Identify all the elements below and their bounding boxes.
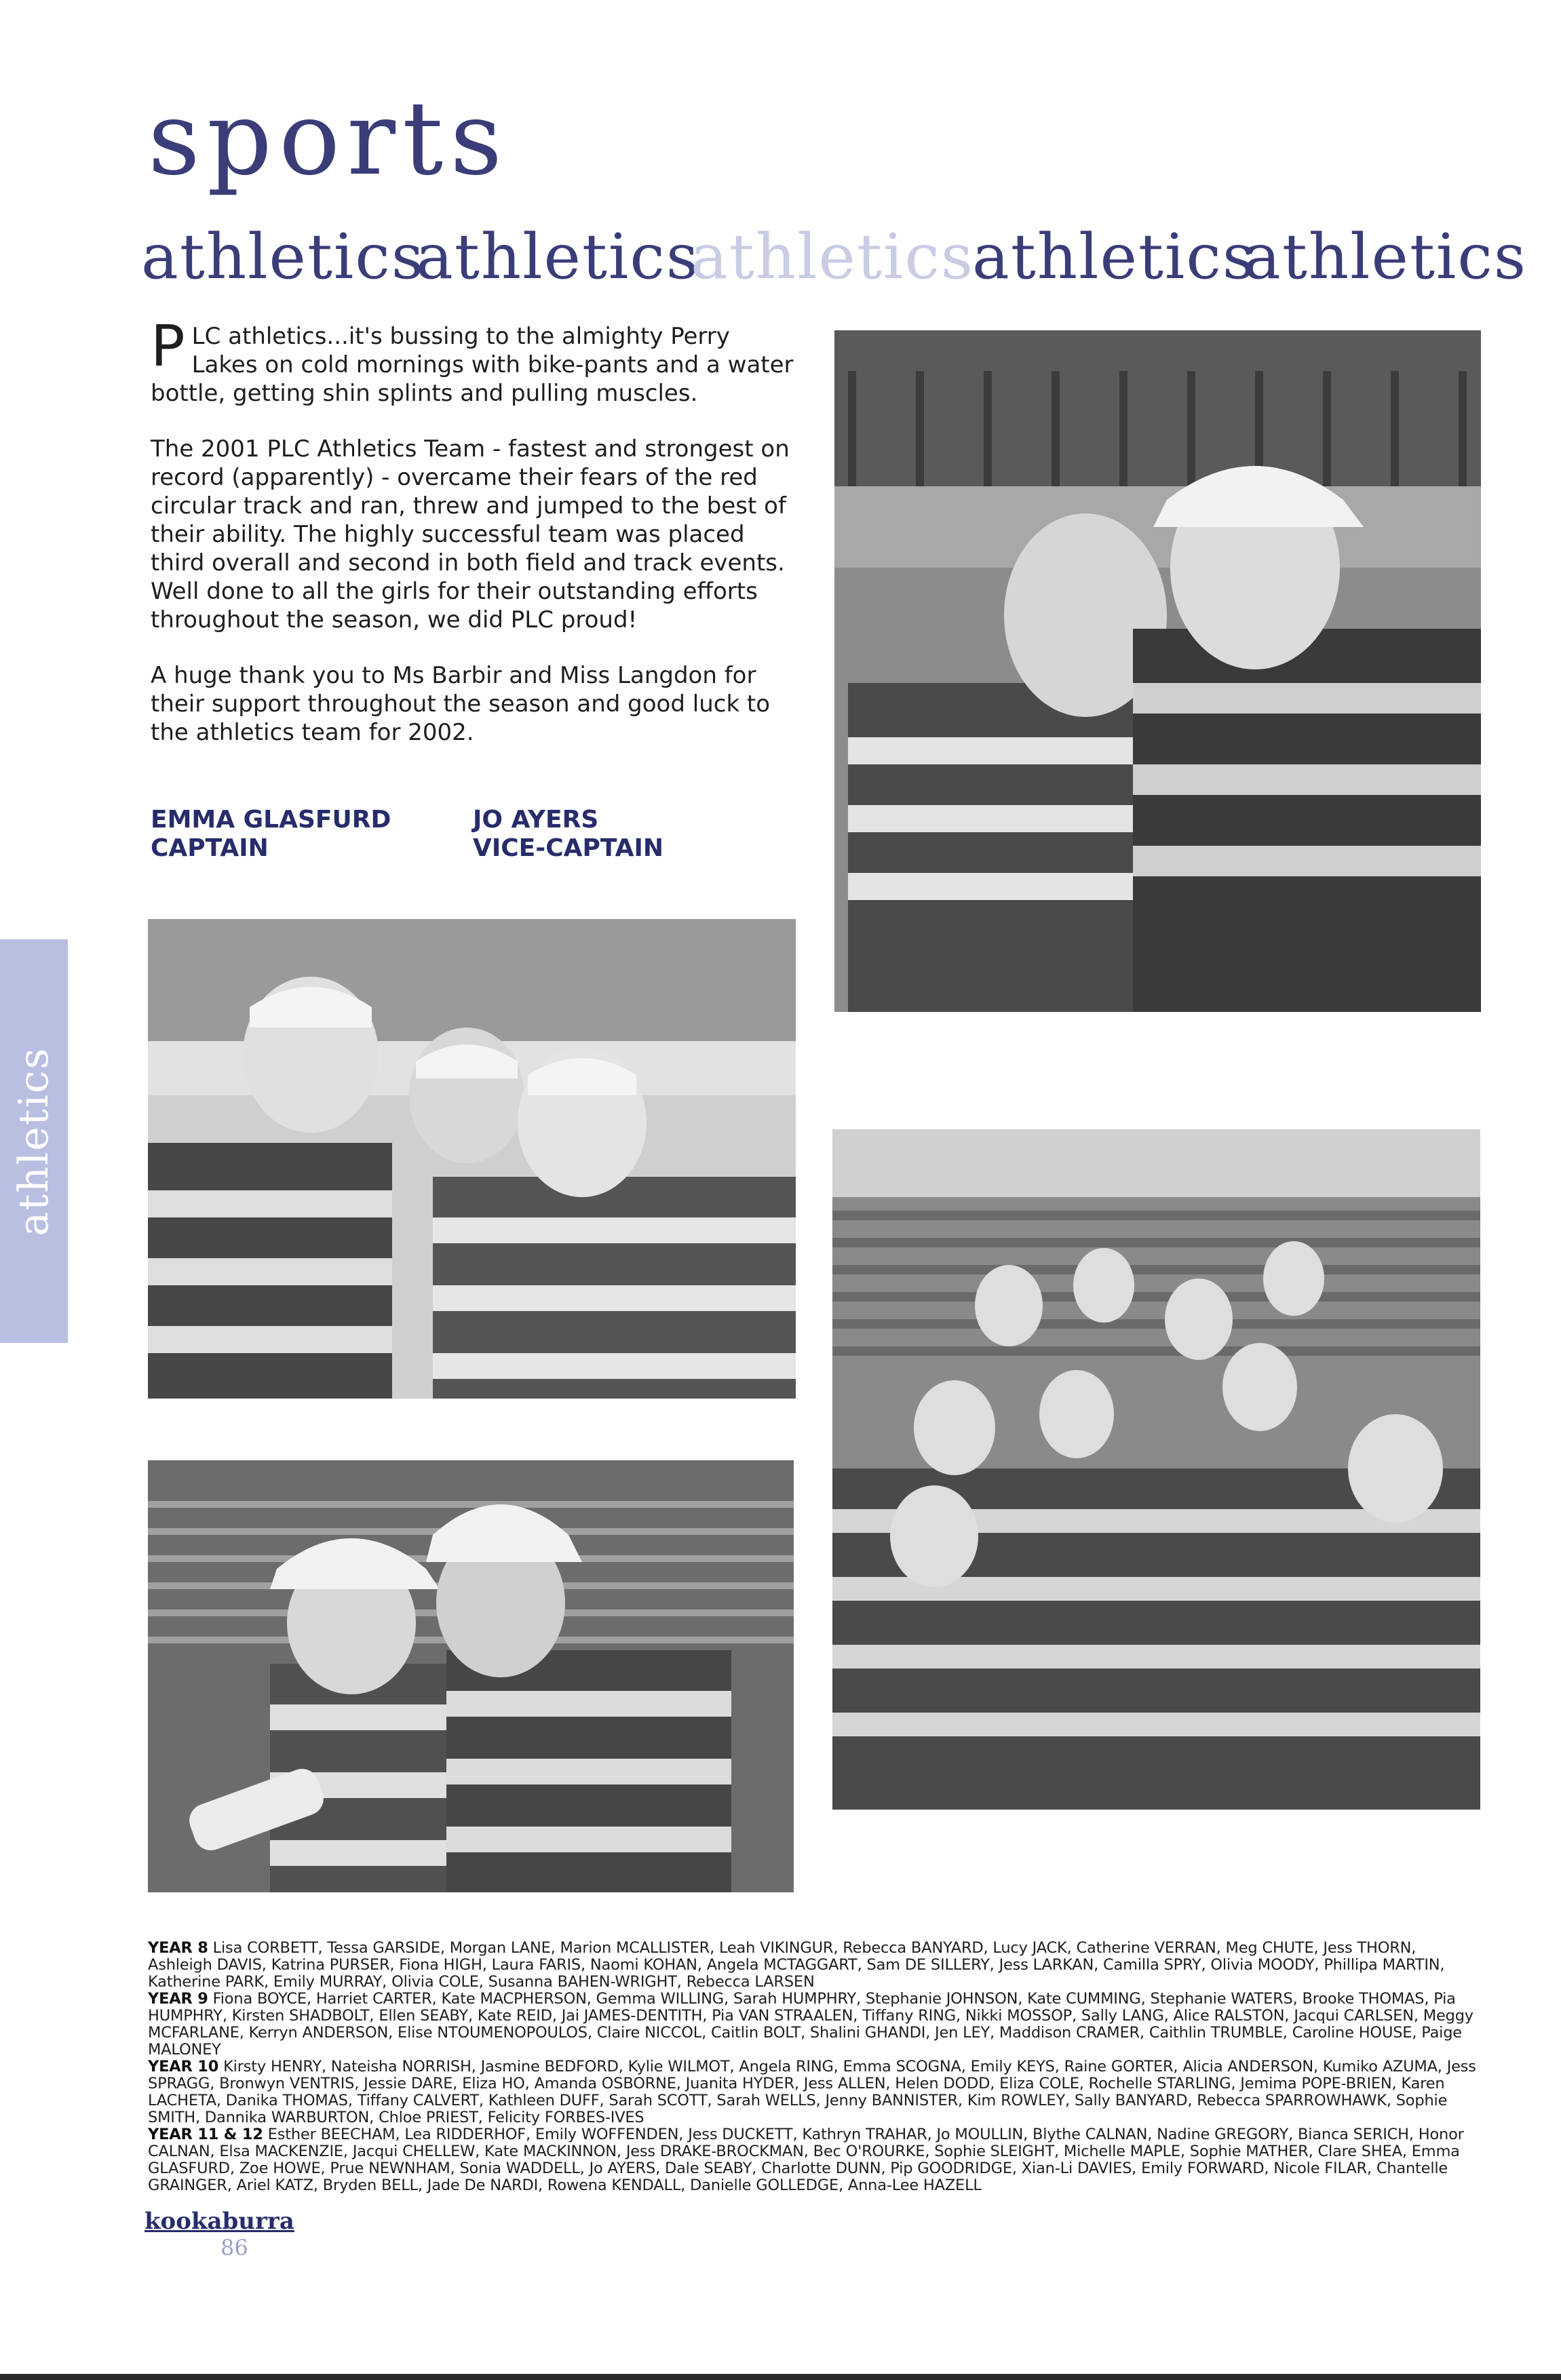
bottom-edge-rule <box>0 2374 1561 2380</box>
page-title: sports <box>148 80 509 198</box>
intro-text <box>151 313 802 774</box>
athletics-banner <box>141 220 1528 309</box>
team-member-list <box>148 1940 1481 2194</box>
year-10-names: YEAR 10 Kirsty HENRY, Nateisha NORRISH, Jasmine BEDFORD, Kylie WILMOT, Angela RING, Emma SCOGNA, Emily KEYS, Raine GORTER, Alicia ANDERSON, Kumiko AZUMA, Jess SPRAGG, Bronwyn VENTRIS, Jessie DARE, Eliza HO, Amanda OSBORNE, Juanita HYDER, Jess ALLEN, Helen DODD, Eliza COLE, Rochelle STARLING, Jemima POPE-BRIEN, Karen LACHETA, Danika THOMAS, Tiffany CALVERT, Kathleen DUFF, Sarah SCOTT, Sarah WELLS, Jenny BANNISTER, Kim ROWLEY, Sally BANYARD, Rebecca SPARROWHAWK, Sophie SMITH, Dannika WARBURTON, Chloe PRIEST, Felicity FORBES-IVES <box>148 2058 1476 2126</box>
year-9-label: YEAR 9 <box>148 1990 208 2008</box>
banner-word-3-faded: athletics <box>691 220 975 293</box>
publication-brand: kookaburra <box>144 2208 294 2235</box>
intro-paragraph-2: The 2001 PLC Athletics Team - fastest and strongest on record (apparently) - overcame their fears of the red circular track and ran, threw and jumped to the best of their ability. The highly successful team was placed third overall and second in both field and track events. Well done to all the girls for their outstanding efforts throughout the season, we did PLC proud! <box>151 435 790 633</box>
section-side-tab <box>0 939 68 1343</box>
captain-role: CAPTAIN <box>151 834 269 862</box>
photo-team-in-grandstand <box>832 1129 1480 1810</box>
drop-cap: P <box>151 313 185 379</box>
intro-paragraph-3: A huge thank you to Ms Barbir and Miss Langdon for their support throughout the season and good luck to the athletics team for 2002. <box>151 662 771 746</box>
captain-name: EMMA GLASFURD <box>151 806 391 834</box>
captain-block <box>151 806 391 863</box>
banner-word-5: athletics <box>1244 220 1528 293</box>
year-10-label: YEAR 10 <box>148 2058 219 2075</box>
year-8-label: YEAR 8 <box>148 1939 208 1957</box>
vice-captain-role: VICE-CAPTAIN <box>473 834 664 862</box>
photo-three-girls-in-caps <box>148 919 796 1399</box>
year-11-12-label: YEAR 11 & 12 <box>148 2126 263 2143</box>
banner-word-4: athletics <box>972 220 1256 293</box>
year-8-names: YEAR 8 Lisa CORBETT, Tessa GARSIDE, Morgan LANE, Marion MCALLISTER, Leah VIKINGUR, Rebecca BANYARD, Lucy JACK, Catherine VERRAN, Meg CHUTE, Jess THORN, Ashleigh DAVIS, Katrina PURSER, Fiona HIGH, Laura FARIS, Naomi KOHAN, Angela MCTAGGART, Sam DE SILLERY, Jess LARKAN, Camilla SPRY, Olivia MOODY, Phillipa MARTIN, Katherine PARK, Emily MURRAY, Olivia COLE, Susanna BAHEN-WRIGHT, Rebecca LARSEN <box>148 1939 1445 1991</box>
banner-word-2: athletics <box>416 220 700 293</box>
photo-two-girls-smiling <box>834 330 1481 1012</box>
intro-paragraph-1: PLC athletics...it's bussing to the almighty Perry Lakes on cold mornings with bike-pants and a water bottle, getting shin splints and pulling muscles. <box>151 313 794 407</box>
vice-captain-block <box>473 806 663 863</box>
banner-word-1: athletics <box>141 220 425 293</box>
year-9-names: YEAR 9 Fiona BOYCE, Harriet CARTER, Kate MACPHERSON, Gemma WILLING, Sarah HUMPHRY, Stephanie JOHNSON, Kate CUMMING, Stephanie WATERS, Brooke THOMAS, Pia HUMPHRY, Kirsten SHADBOLT, Ellen SEABY, Kate REID, Jai JAMES-DENTITH, Pia VAN STRAALEN, Tiffany RING, Nikki MOSSOP, Sally LANG, Alice RALSTON, Jacqui CARLSEN, Meggy MCFARLANE, Kerryn ANDERSON, Elise NTOUMENOPOULOS, Claire NICCOL, Caitlin BOLT, Shalini GHANDI, Jen LEY, Maddison CRAMER, Caithlin TRUMBLE, Caroline HOUSE, Paige MALONEY <box>148 1990 1473 2059</box>
side-tab-label: athletics <box>10 1047 58 1236</box>
photo-two-girls-with-bottle <box>148 1460 794 1892</box>
year-11-12-names: YEAR 11 & 12 Esther BEECHAM, Lea RIDDERHOF, Emily WOFFENDEN, Jess DUCKETT, Kathryn TRAHAR, Jo MOULLIN, Blythe CALNAN, Nadine GREGORY, Bianca SERICH, Honor CALNAN, Elsa MACKENZIE, Jacqui CHELLEW, Kate MACKINNON, Jess DRAKE-BROCKMAN, Bec O'ROURKE, Sophie SLEIGHT, Michelle MAPLE, Sophie MATHER, Clare SHEA, Emma GLASFURD, Zoe HOWE, Prue NEWNHAM, Sonia WADDELL, Jo AYERS, Dale SEABY, Charlotte DUNN, Pip GOODRIDGE, Xian-Li DAVIES, Emily FORWARD, Nicole FILAR, Chantelle GRAINGER, Ariel KATZ, Bryden BELL, Jade De NARDI, Rowena KENDALL, Danielle GOLLEDGE, Anna-Lee HAZELL <box>148 2126 1464 2194</box>
page-number: 86 <box>220 2235 248 2261</box>
vice-captain-name: JO AYERS <box>473 806 599 834</box>
